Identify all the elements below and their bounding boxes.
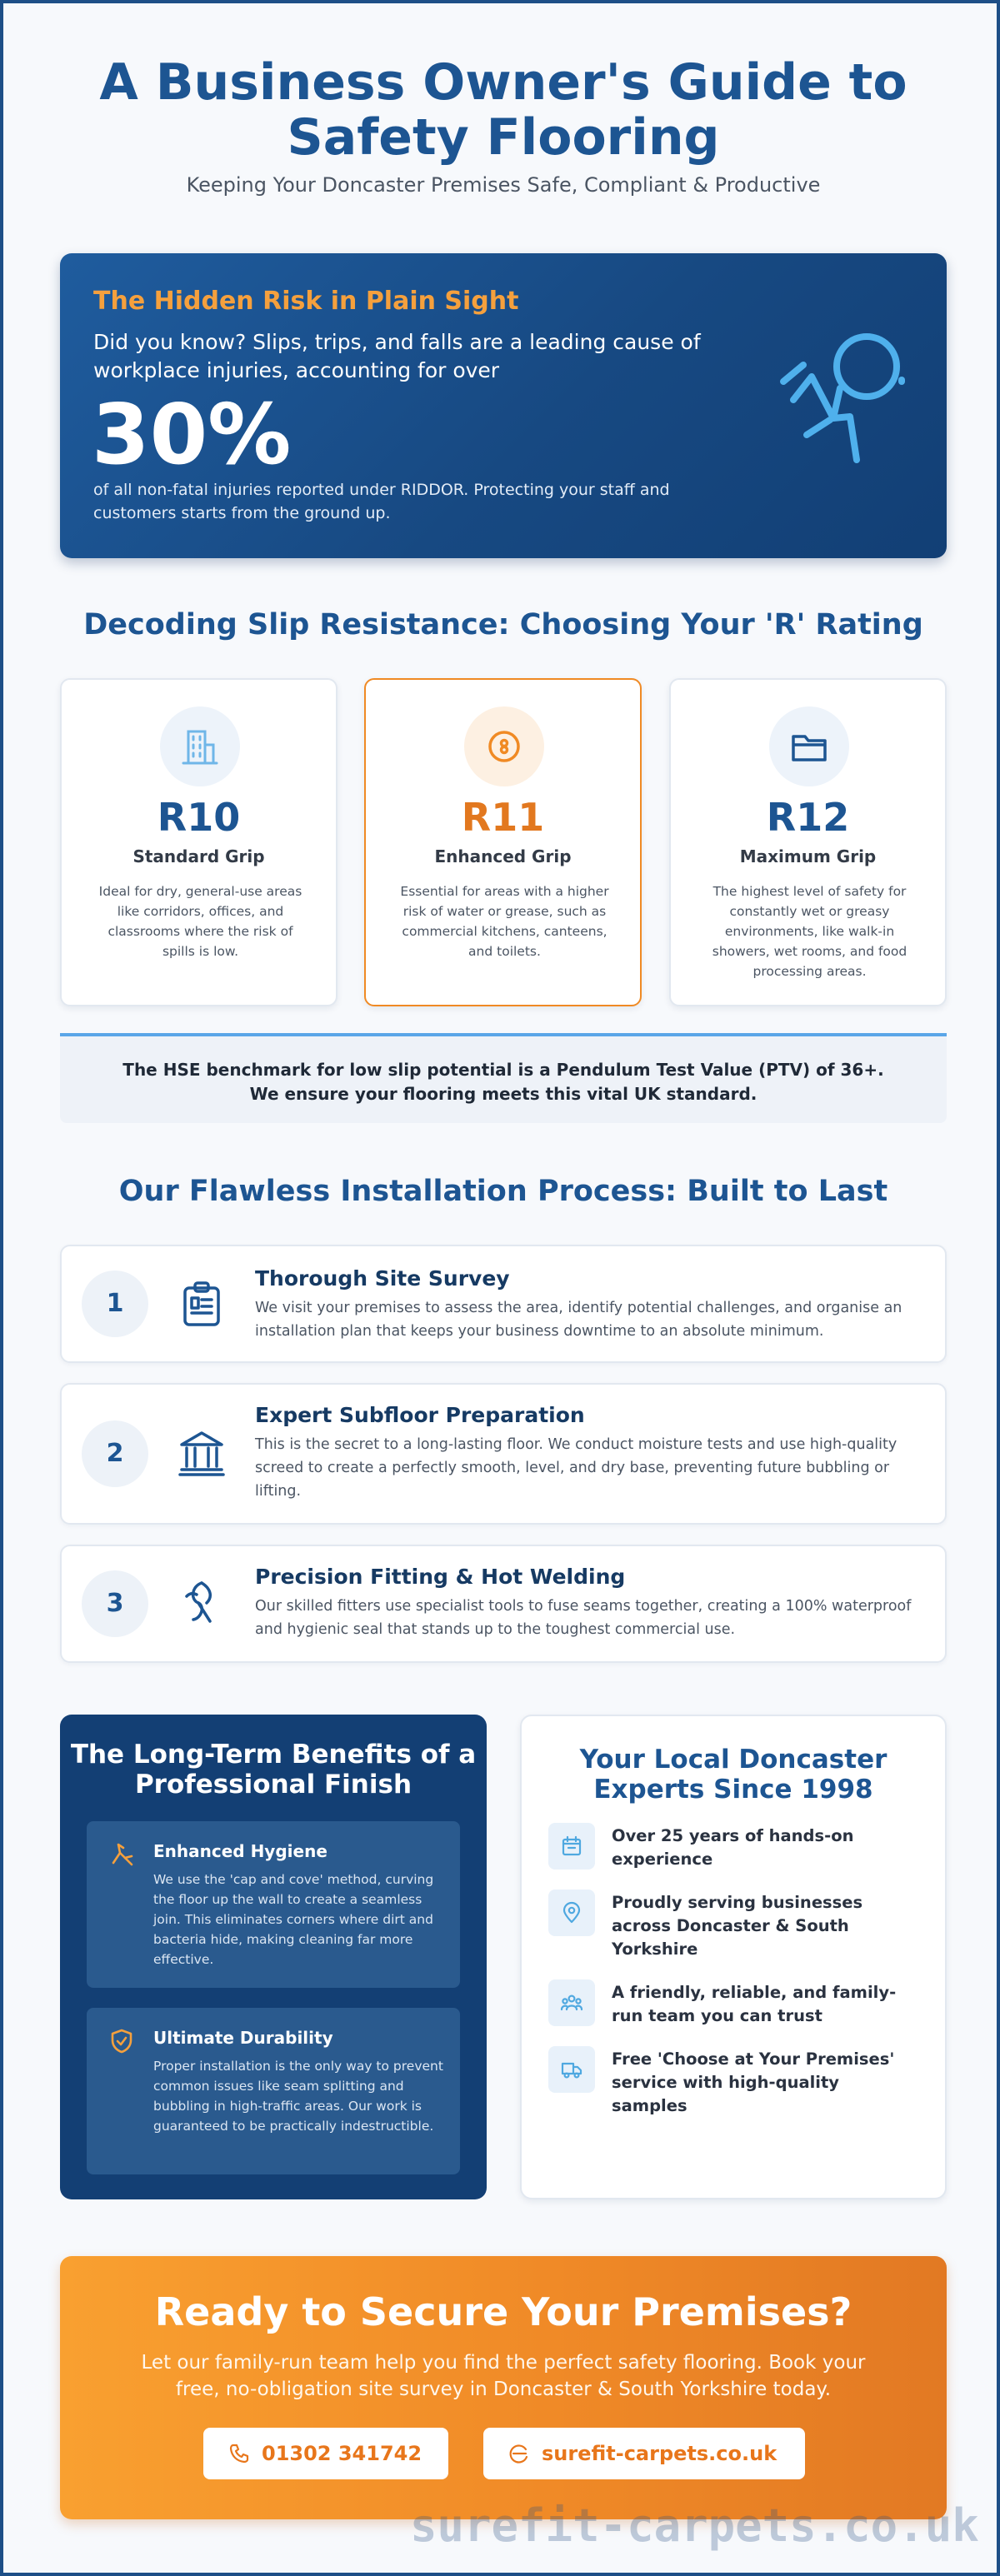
benefits-heading: The Long-Term Benefits of a Professional Finish (70, 1740, 477, 1800)
cta-heading: Ready to Secure Your Premises? (154, 2289, 852, 2334)
rating-code: R12 (766, 795, 850, 840)
benefit-card-durability (87, 2008, 460, 2174)
phone-icon (228, 2443, 250, 2464)
globe-icon (508, 2443, 530, 2464)
benefit-description: Proper installation is the only way to prevent common issues like seam splitting and bubbling in high-traffic areas. Our work is guaranteed to be practically indestructible. (153, 2059, 443, 2134)
rating-name: Maximum Grip (739, 846, 877, 866)
institution-icon (177, 1428, 227, 1478)
team-icon (560, 1991, 583, 2014)
rating-card-r12 (669, 678, 947, 1006)
cta-text: Let our family-run team help you find the perfect safety flooring. Book your free, no-obligation site survey in Doncaster & South Yorkshire today. (141, 2352, 866, 2400)
step-card-2 (60, 1383, 947, 1525)
hse-note: The HSE benchmark for low slip potential is a Pendulum Test Value (PTV) of 36+. We ensure your flooring meets this vital UK standard. (60, 1033, 947, 1123)
step-card-3 (60, 1545, 947, 1663)
benefit-description: We use the 'cap and cove' method, curving the floor up the wall to create a seamless join. This eliminates corners where dirt and bacteria hide, making cleaning far more effective. (153, 1872, 434, 1967)
step-number: 1 (82, 1271, 148, 1337)
rating-code: R10 (157, 795, 241, 840)
hero-label: The Hidden Risk in Plain Sight (93, 287, 519, 316)
rating-name: Enhanced Grip (434, 846, 572, 866)
hero-footnote: of all non-fatal injuries reported under RIDDOR. Protecting your staff and customers starts from the ground up. (93, 481, 670, 522)
expert-text: Over 25 years of hands-on experience (612, 1826, 854, 1869)
rating-description: Essential for areas with a higher risk of water or grease, such as commercial kitchens, canteens, and toilets. (400, 884, 609, 959)
step-number: 2 (82, 1420, 148, 1487)
benefit-title: Enhanced Hygiene (153, 1841, 328, 1861)
rating-card-r10 (60, 678, 338, 1006)
watermark: surefit-carpets.co.uk (410, 2499, 979, 2552)
map-pin-icon (560, 1901, 583, 1925)
cta-panel (60, 2256, 947, 2519)
folder-icon (789, 726, 829, 766)
step-description: This is the secret to a long-lasting floor. We conduct moisture tests and use high-quality screed to create a perfectly smooth, level, and dry base, preventing future bubbling or lifting. (255, 1436, 898, 1500)
hero-stat: 30% (92, 386, 292, 483)
rating-name: Standard Grip (132, 846, 265, 866)
phone-button[interactable] (203, 2428, 448, 2479)
benefit-title: Ultimate Durability (153, 2028, 333, 2048)
hero-lead: Did you know? Slips, trips, and falls are a leading cause of workplace injuries, accounting for over (93, 330, 701, 382)
clipboard-icon (177, 1278, 227, 1328)
process-heading: Our Flawless Installation Process: Built to Last (118, 1175, 888, 1208)
page-subtitle: Keeping Your Doncaster Premises Safe, Compliant & Productive (186, 173, 821, 197)
rating-code: R11 (461, 795, 545, 840)
experts-panel (520, 1715, 947, 2199)
step-title: Precision Fitting & Hot Welding (255, 1565, 626, 1589)
hygiene-icon (108, 1841, 135, 1868)
rating-card-r11 (364, 678, 642, 1006)
slip-fall-icon (750, 327, 933, 477)
ratings-heading: Decoding Slip Resistance: Choosing Your 'R' Rating (83, 608, 923, 642)
expert-text: Proudly serving businesses across Doncaster & South Yorkshire (612, 1893, 863, 1959)
expert-text: Free 'Choose at Your Premises' service with high-quality samples (612, 2049, 895, 2115)
experts-heading: Your Local Doncaster Experts Since 1998 (579, 1745, 888, 1805)
step-description: We visit your premises to assess the area, identify potential challenges, and organise an installation plan that keeps your business downtime to an absolute minimum. (255, 1300, 902, 1340)
calendar-icon (560, 1835, 583, 1858)
rating-description: The highest level of safety for constantly wet or greasy environments, like walk-in showers, wet rooms, and food processing areas. (712, 884, 908, 979)
expert-text: A friendly, reliable, and family-run team you can trust (612, 1983, 897, 2025)
website-button[interactable] (483, 2428, 805, 2479)
benefit-card-hygiene (87, 1821, 460, 1988)
van-icon (560, 2058, 583, 2081)
weld-icon (177, 1578, 227, 1628)
shield-check-icon (108, 2028, 135, 2054)
step-description: Our skilled fitters use specialist tools to fuse seams together, creating a 100% waterproof and hygienic seal that stands up to the toughest commercial use. (255, 1598, 912, 1638)
step-number: 3 (82, 1570, 148, 1637)
rating-description: Ideal for dry, general-use areas like corridors, offices, and classrooms where the risk of spills is low. (98, 884, 302, 959)
website-link: surefit-carpets.co.uk (542, 2442, 778, 2465)
building-icon (180, 726, 220, 766)
grip-icon (484, 726, 524, 766)
step-title: Expert Subfloor Preparation (255, 1403, 585, 1427)
step-card-1 (60, 1245, 947, 1363)
hero-panel (60, 253, 947, 558)
benefits-panel (60, 1715, 487, 2199)
step-title: Thorough Site Survey (255, 1266, 510, 1290)
page-title: A Business Owner's Guide to Safety Flooring (99, 53, 908, 167)
phone-number: 01302 341742 (262, 2442, 422, 2465)
